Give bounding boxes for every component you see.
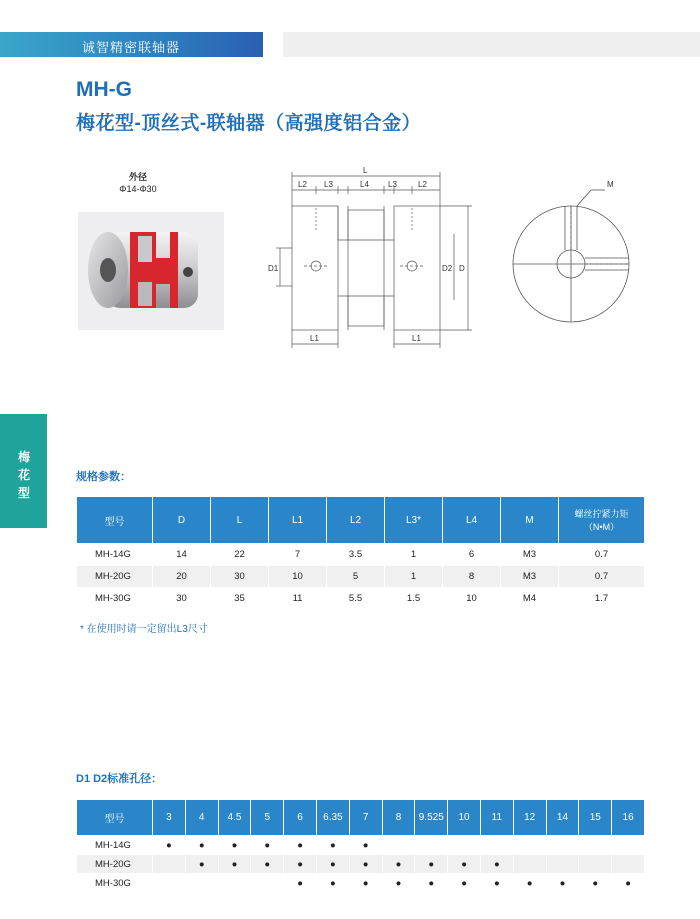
bore-header-15: 16 bbox=[611, 800, 644, 835]
dim-label-D2: D2 bbox=[442, 264, 453, 273]
bore-value-cell: ● bbox=[349, 854, 382, 873]
spec-value-cell: 10 bbox=[268, 565, 326, 587]
bore-value-cell: ● bbox=[382, 854, 415, 873]
spec-header-0: 型号 bbox=[76, 497, 152, 543]
bore-value-cell bbox=[218, 873, 251, 892]
dim-label-L2-right: L2 bbox=[418, 180, 427, 189]
bore-value-cell: ● bbox=[349, 835, 382, 854]
table-row bbox=[76, 565, 644, 587]
bore-model-cell: MH-30G bbox=[76, 873, 152, 892]
bore-header-11: 11 bbox=[480, 800, 513, 835]
bore-section-title: D1 D2标准孔径： bbox=[76, 773, 163, 785]
bore-header-7: 7 bbox=[349, 800, 382, 835]
bore-value-cell: ● bbox=[316, 873, 349, 892]
bore-value-cell: ● bbox=[316, 854, 349, 873]
header-divider bbox=[283, 32, 700, 57]
dim-label-D: D bbox=[459, 264, 465, 273]
product-photo bbox=[78, 212, 224, 330]
spec-value-cell: 6 bbox=[442, 543, 500, 565]
bore-value-cell bbox=[546, 854, 579, 873]
bore-value-cell: ● bbox=[283, 835, 316, 854]
spec-header-3: L1 bbox=[268, 497, 326, 543]
bore-model-cell: MH-14G bbox=[76, 835, 152, 854]
bore-value-cell bbox=[447, 835, 480, 854]
dim-label-L3-left: L3 bbox=[324, 180, 333, 189]
bore-header-14: 15 bbox=[578, 800, 611, 835]
spec-value-cell: M3 bbox=[500, 543, 558, 565]
bore-value-cell bbox=[480, 835, 513, 854]
spec-value-cell: 5 bbox=[326, 565, 384, 587]
spec-header-7: M bbox=[500, 497, 558, 543]
table-row bbox=[76, 543, 644, 565]
spec-value-cell: 30 bbox=[210, 565, 268, 587]
brand-name: 诚智精密联轴器 bbox=[82, 40, 181, 55]
spec-value-cell: 0.7 bbox=[558, 565, 644, 587]
bore-value-cell: ● bbox=[218, 854, 251, 873]
end-view-drawing bbox=[505, 178, 645, 333]
bore-value-cell: ● bbox=[283, 873, 316, 892]
bore-header-9: 9.525 bbox=[414, 800, 447, 835]
spec-value-cell: 1.7 bbox=[558, 587, 644, 609]
brand-banner bbox=[0, 32, 263, 57]
dim-label-D1: D1 bbox=[268, 264, 279, 273]
bore-header-6: 6.35 bbox=[316, 800, 349, 835]
spec-value-cell: 8 bbox=[442, 565, 500, 587]
bore-value-cell bbox=[578, 835, 611, 854]
bore-header-4: 5 bbox=[250, 800, 283, 835]
bore-value-cell bbox=[152, 873, 185, 892]
bore-value-cell: ● bbox=[283, 854, 316, 873]
dim-label-L1-right: L1 bbox=[412, 334, 421, 343]
bore-value-cell: ● bbox=[218, 835, 251, 854]
spec-value-cell: 7 bbox=[268, 543, 326, 565]
dim-label-L4: L4 bbox=[360, 180, 369, 189]
bore-header-2: 4 bbox=[185, 800, 218, 835]
bore-value-cell: ● bbox=[185, 835, 218, 854]
model-code: MH-G bbox=[76, 78, 132, 101]
spec-value-cell: M3 bbox=[500, 565, 558, 587]
bore-value-cell bbox=[546, 835, 579, 854]
spec-value-cell: 1.5 bbox=[384, 587, 442, 609]
dim-label-L2-left: L2 bbox=[298, 180, 307, 189]
bore-header-0: 型号 bbox=[76, 800, 152, 835]
bore-value-cell: ● bbox=[611, 873, 644, 892]
dim-label-M: M bbox=[607, 180, 614, 189]
bore-header-1: 3 bbox=[152, 800, 185, 835]
bore-value-cell: ● bbox=[480, 873, 513, 892]
table-row bbox=[76, 587, 644, 609]
spec-header-5: L3* bbox=[384, 497, 442, 543]
spec-value-cell: 14 bbox=[152, 543, 210, 565]
spec-value-cell: 11 bbox=[268, 587, 326, 609]
spec-section-title: 规格参数： bbox=[76, 471, 131, 483]
spec-value-cell: M4 bbox=[500, 587, 558, 609]
bore-header-12: 12 bbox=[513, 800, 546, 835]
spec-value-cell: 3.5 bbox=[326, 543, 384, 565]
spec-header-8: 螺丝拧紧力矩 （N•M） bbox=[558, 497, 644, 543]
dim-label-L3-right: L3 bbox=[388, 180, 397, 189]
spec-value-cell: 0.7 bbox=[558, 543, 644, 565]
bore-value-cell bbox=[185, 873, 218, 892]
spec-header-4: L2 bbox=[326, 497, 384, 543]
bore-value-cell bbox=[578, 854, 611, 873]
spec-value-cell: 35 bbox=[210, 587, 268, 609]
bore-header-3: 4.5 bbox=[218, 800, 251, 835]
bore-value-cell: ● bbox=[349, 873, 382, 892]
spec-table bbox=[76, 497, 644, 609]
spec-value-cell: 5.5 bbox=[326, 587, 384, 609]
spec-value-cell: 1 bbox=[384, 565, 442, 587]
spec-model-cell: MH-30G bbox=[76, 587, 152, 609]
bore-value-cell: ● bbox=[414, 854, 447, 873]
spec-value-cell: 22 bbox=[210, 543, 268, 565]
bore-value-cell: ● bbox=[447, 854, 480, 873]
spec-model-cell: MH-14G bbox=[76, 543, 152, 565]
bore-value-cell bbox=[250, 873, 283, 892]
dim-label-L: L bbox=[363, 166, 368, 175]
outer-diameter-label: 外径 bbox=[128, 172, 147, 182]
outer-diameter-range: Φ14-Φ30 bbox=[119, 184, 157, 194]
spec-value-cell: 1 bbox=[384, 543, 442, 565]
page-title: 梅花型-顶丝式-联轴器（高强度铝合金） bbox=[76, 113, 422, 134]
bore-value-cell bbox=[152, 854, 185, 873]
bore-value-cell: ● bbox=[250, 854, 283, 873]
bore-value-cell: ● bbox=[480, 854, 513, 873]
side-view-drawing bbox=[264, 160, 484, 365]
bore-value-cell bbox=[382, 835, 415, 854]
dim-label-L1-left: L1 bbox=[310, 334, 319, 343]
spec-value-cell: 20 bbox=[152, 565, 210, 587]
bore-value-cell: ● bbox=[513, 873, 546, 892]
spec-note: * 在使用时请一定留出L3尺寸 bbox=[80, 624, 208, 635]
bore-value-cell bbox=[513, 854, 546, 873]
category-side-tab-label: 梅花型 bbox=[17, 450, 30, 500]
bore-value-cell bbox=[611, 835, 644, 854]
bore-table bbox=[76, 800, 644, 892]
bore-value-cell: ● bbox=[414, 873, 447, 892]
bore-header-10: 10 bbox=[447, 800, 480, 835]
bore-value-cell: ● bbox=[250, 835, 283, 854]
bore-value-cell: ● bbox=[578, 873, 611, 892]
table-row bbox=[76, 854, 644, 873]
spec-value-cell: 30 bbox=[152, 587, 210, 609]
bore-value-cell: ● bbox=[382, 873, 415, 892]
bore-value-cell bbox=[414, 835, 447, 854]
bore-header-5: 6 bbox=[283, 800, 316, 835]
bore-value-cell: ● bbox=[316, 835, 349, 854]
bore-header-8: 8 bbox=[382, 800, 415, 835]
bore-value-cell: ● bbox=[447, 873, 480, 892]
bore-value-cell: ● bbox=[546, 873, 579, 892]
bore-value-cell: ● bbox=[185, 854, 218, 873]
bore-model-cell: MH-20G bbox=[76, 854, 152, 873]
bore-header-13: 14 bbox=[546, 800, 579, 835]
spec-model-cell: MH-20G bbox=[76, 565, 152, 587]
bore-value-cell bbox=[513, 835, 546, 854]
spec-header-2: L bbox=[210, 497, 268, 543]
table-row bbox=[76, 873, 644, 892]
category-side-tab bbox=[0, 414, 47, 528]
bore-value-cell: ● bbox=[152, 835, 185, 854]
spec-header-1: D bbox=[152, 497, 210, 543]
spec-value-cell: 10 bbox=[442, 587, 500, 609]
bore-value-cell bbox=[611, 854, 644, 873]
spec-header-6: L4 bbox=[442, 497, 500, 543]
table-row bbox=[76, 835, 644, 854]
